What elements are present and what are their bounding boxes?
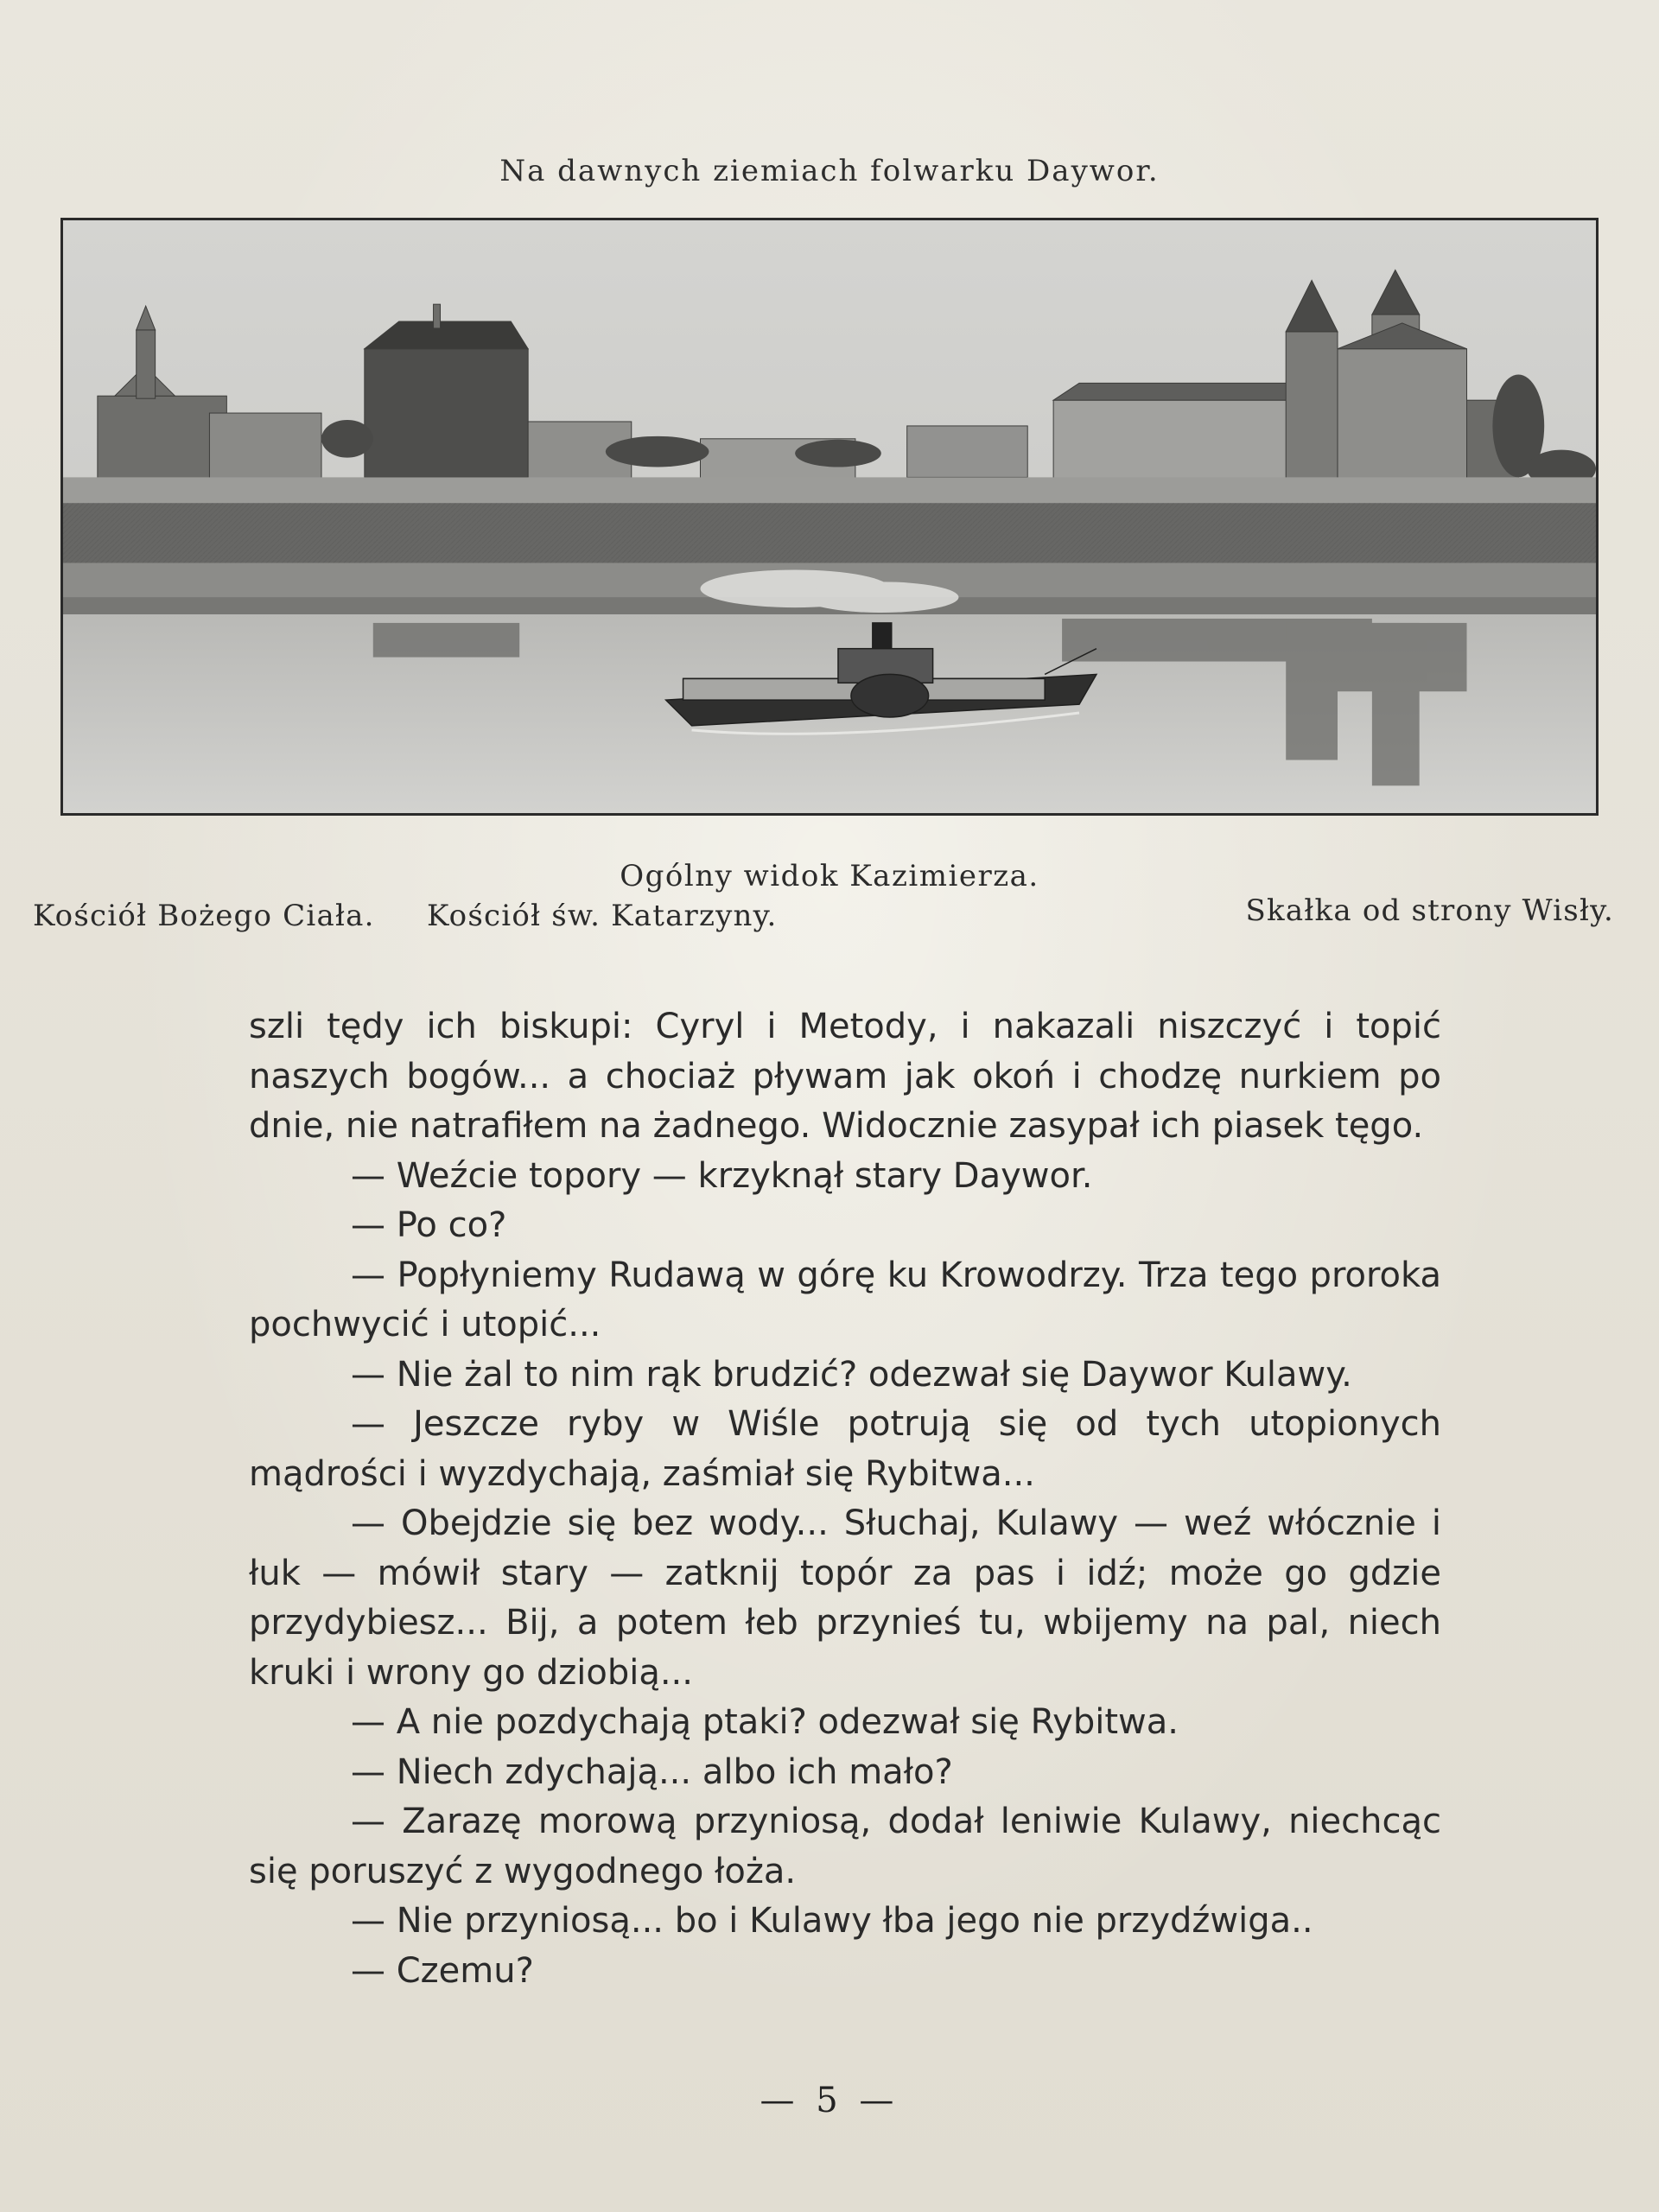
caption-middle: Kościół św. Katarzyny.: [427, 899, 778, 933]
dialogue-line: — Obejdzie się bez wody... Słuchaj, Kulawy — weź włócznie i łuk — mówił stary — zatknij topór za pas i idź; może go gdzie przydybiesz... Bij, a potem łeb przynieś tu, wbijemy na pal, niech kruki i wrony go dziobią...: [249, 1503, 1441, 1693]
engraving-icon: [63, 220, 1596, 813]
dialogue-line: — Czemu?: [351, 1950, 534, 1991]
paragraph: szli tędy ich biskupi: Cyryl i Metody, i nakazali niszczyć i topić naszych bogów... a chociaż pływam jak okoń i chodzę nurkiem po dnie, nie natrafiłem na żadnego. Widocznie zasypał ich piasek tęgo.: [249, 1007, 1441, 1146]
dialogue-line: — Zarazę morową przyniosą, dodał leniwie Kulawy, niechcąc się poruszyć z wygodnego łoża.: [249, 1802, 1441, 1891]
illustration-kazimierz: [60, 218, 1599, 816]
dialogue-line: — Popłyniemy Rudawą w górę ku Krowodrzy. Trza tego proroka pochwycić i utopić...: [249, 1255, 1441, 1344]
body-text: [249, 1002, 1441, 1996]
running-title: Na dawnych ziemiach folwarku Daywor.: [499, 154, 1160, 188]
dialogue-line: — Nie żal to nim rąk brudzić? odezwał się Daywor Kulawy.: [351, 1354, 1352, 1395]
caption-right: Skałka od strony Wisły.: [1245, 893, 1614, 928]
caption-row: [33, 893, 1614, 942]
dialogue-line: — Weźcie topory — krzyknął stary Daywor.: [351, 1155, 1093, 1196]
page-number: — 5 —: [760, 2081, 899, 2120]
dialogue-line: — Niech zdychają... albo ich mało?: [351, 1751, 953, 1792]
dialogue-line: — A nie pozdychają ptaki? odezwał się Rybitwa.: [351, 1702, 1179, 1742]
caption-left: Kościół Bożego Ciała.: [33, 899, 375, 933]
dialogue-line: — Jeszcze ryby w Wiśle potrują się od tych utopionych mądrości i wyzdychają, zaśmiał się Rybitwa...: [249, 1404, 1441, 1494]
dialogue-line: — Po co?: [351, 1205, 507, 1245]
dialogue-line: — Nie przyniosą... bo i Kulawy łba jego nie przydźwiga..: [351, 1901, 1313, 1941]
illustration-caption: Ogólny widok Kazimierza.: [620, 859, 1039, 893]
